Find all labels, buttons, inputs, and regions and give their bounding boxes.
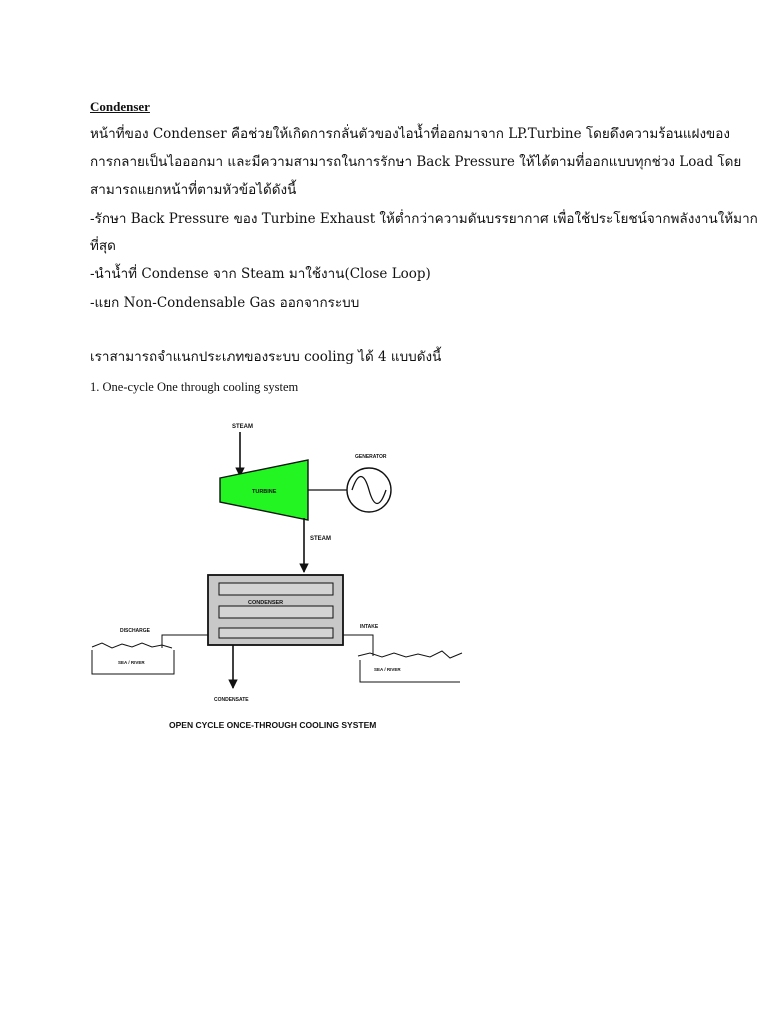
intro-line-2: การกลายเป็นไอออกมา และมีความสามารถในการรักษา Back Pressure ให้ได้ตามที่ออกแบบทุกช่วง Load โดย bbox=[90, 154, 742, 170]
water-surface-right bbox=[358, 651, 462, 658]
diagram-caption: OPEN CYCLE ONCE-THROUGH COOLING SYSTEM bbox=[169, 720, 377, 730]
turbine-label: TURBINE bbox=[252, 489, 277, 495]
bullet-back-pressure-cont: ที่สุด bbox=[90, 238, 116, 254]
generator-label: GENERATOR bbox=[355, 454, 387, 460]
steam-in-label: STEAM bbox=[232, 424, 253, 430]
list-item-1: 1. One-cycle One through cooling system bbox=[90, 380, 299, 394]
condensate-label: CONDENSATE bbox=[214, 697, 249, 703]
intake-pipe bbox=[343, 635, 373, 656]
intro-line-3: สามารถแยกหน้าที่ตามหัวข้อได้ดังนี้ bbox=[90, 182, 297, 198]
section-heading: Condenser bbox=[90, 99, 150, 114]
condenser-label: CONDENSER bbox=[248, 600, 284, 606]
water-surface-left bbox=[92, 643, 172, 648]
intro-line-1: หน้าที่ของ Condenser คือช่วยให้เกิดการกลั่นตัวของไอน้ำที่ออกมาจาก LP.Turbine โดยดึงความร้อนแฝงของ bbox=[90, 126, 730, 142]
intake-label: INTAKE bbox=[360, 624, 379, 630]
steam-out-label: STEAM bbox=[310, 536, 331, 542]
condenser-tube-top bbox=[219, 583, 333, 595]
bullet-condense-reuse: -นำน้ำที่ Condense จาก Steam มาใช้งาน(Close Loop) bbox=[90, 266, 431, 282]
cooling-types-intro: เราสามารถจำแนกประเภทของระบบ cooling ได้ 4 แบบดังนี้ bbox=[90, 349, 442, 365]
cooling-system-diagram bbox=[90, 410, 480, 740]
bullet-non-condensable-gas: -แยก Non-Condensable Gas ออกจากระบบ bbox=[90, 295, 360, 311]
condenser-tube-bottom bbox=[219, 628, 333, 638]
sea-river-right-label: SEA / RIVER bbox=[374, 667, 401, 672]
discharge-label: DISCHARGE bbox=[120, 628, 151, 634]
bullet-back-pressure: -รักษา Back Pressure ของ Turbine Exhaust ให้ต่ำกว่าความดันบรรยากาศ เพื่อใช้ประโยชน์จากพลังงานให้มาก bbox=[90, 211, 758, 227]
condenser-tube-middle bbox=[219, 606, 333, 618]
discharge-pipe bbox=[162, 635, 208, 648]
sea-river-left-label: SEA / RIVER bbox=[118, 660, 145, 665]
